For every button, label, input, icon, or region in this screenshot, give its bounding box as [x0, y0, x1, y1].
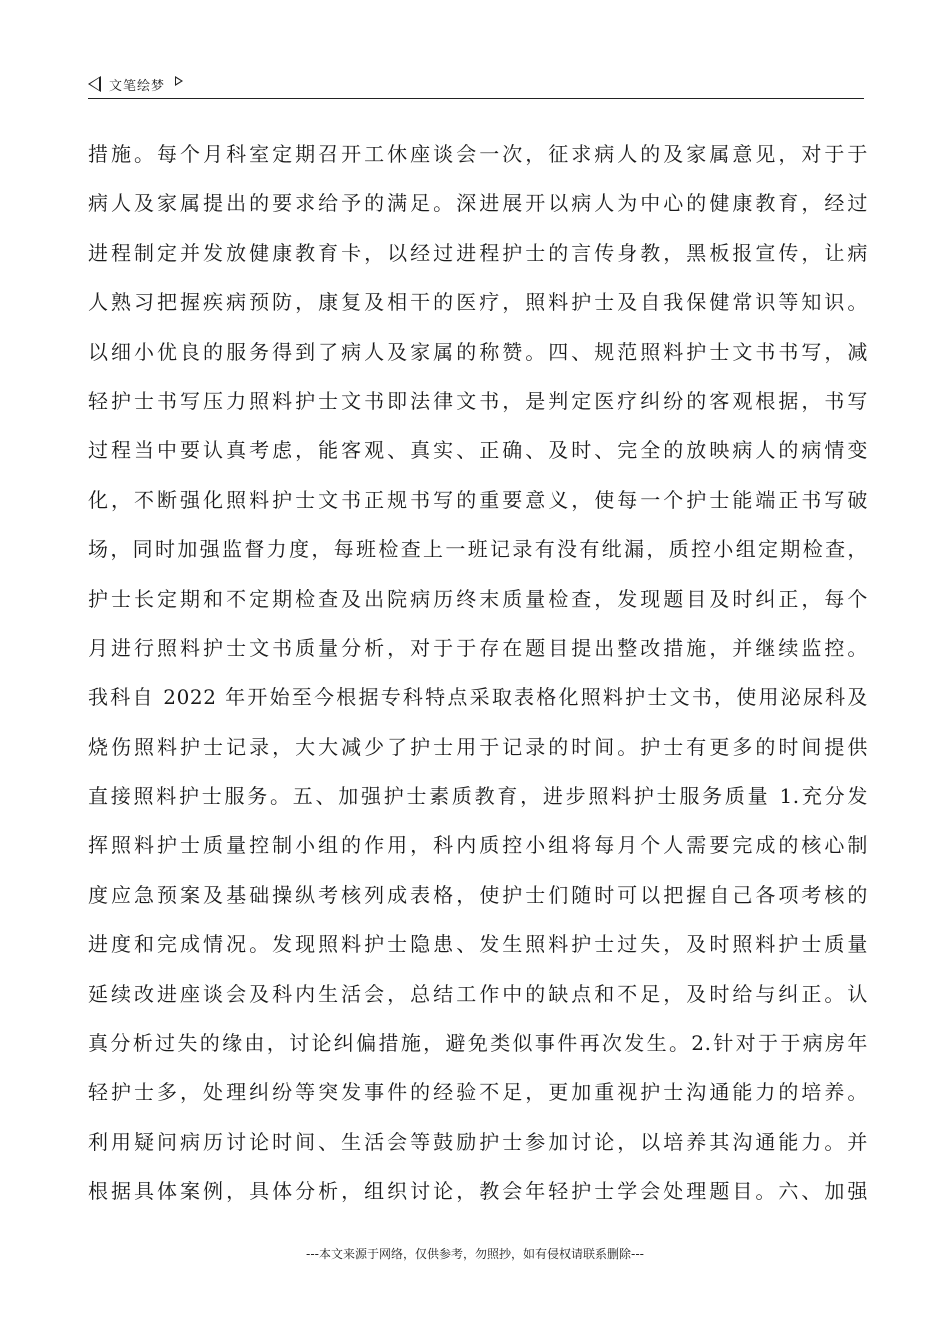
brand-name: 文笔绘梦 — [109, 78, 166, 94]
body-line: 护士长定期和不定期检查及出院病历终末质量检查，发现题目及时纠正，每个 — [88, 586, 868, 611]
footer-notice: ---本文来源于网络，仅供参考，勿照抄，如有侵权请联系删除--- — [306, 1247, 644, 1261]
triangle-left-icon — [88, 76, 101, 92]
body-line: 挥照料护士质量控制小组的作用，科内质控小组将每月个人需要完成的核心制 — [88, 833, 868, 858]
body-line: 场，同时加强监督力度，每班检查上一班记录有没有纰漏，质控小组定期检查， — [88, 537, 868, 562]
body-line: 措施。每个月科室定期召开工休座谈会一次，征求病人的及家属意见，对于于 — [88, 142, 868, 166]
body-line: 病人及家属提出的要求给予的满足。深进展开以病人为中心的健康教育，经过 — [88, 191, 868, 216]
body-line: 根据具体案例，具体分析，组织讨论，教会年轻护士学会处理题目。六、加强 — [88, 1179, 868, 1204]
document-body — [88, 130, 868, 1217]
body-line: 月进行照料护士文书质量分析，对于于存在题目提出整改措施，并继续监控。 — [88, 635, 868, 660]
body-line: 延续改进座谈会及科内生活会，总结工作中的缺点和不足，及时给与纠正。认 — [88, 981, 868, 1006]
body-line: 烧伤照料护士记录，大大减少了护士用于记录的时间。护士有更多的时间提供 — [88, 734, 868, 759]
body-line: 轻护士多，处理纠纷等突发事件的经验不足，更加重视护士沟通能力的培养。 — [88, 1080, 868, 1105]
body-line: 进程制定并发放健康教育卡，以经过进程护士的言传身教，黑板报宣传，让病 — [88, 240, 868, 265]
page-header — [88, 70, 864, 99]
body-line: 直接照料护士服务。五、加强护士素质教育，进步照料护士服务质量 1.充分发 — [88, 784, 868, 809]
body-line: 人熟习把握疾病预防，康复及相干的医疗，照料护士及自我保健常识等知识。 — [88, 290, 868, 315]
body-line: 以细小优良的服务得到了病人及家属的称赞。四、规范照料护士文书书写，减 — [88, 339, 868, 364]
body-line: 轻护士书写压力照料护士文书即法律文书，是判定医疗纠纷的客观根据，书写 — [88, 388, 868, 413]
body-line: 化，不断强化照料护士文书正规书写的重要意义，使每一个护士能端正书写破 — [88, 487, 868, 512]
body-line: 度应急预案及基础操纵考核列成表格，使护士们随时可以把握自己各项考核的 — [88, 882, 868, 907]
body-line: 利用疑问病历讨论时间、生活会等鼓励护士参加讨论，以培养其沟通能力。并 — [88, 1129, 868, 1154]
body-line: 真分析过失的缘由，讨论纠偏措施，避免类似事件再次发生。2.针对于于病房年 — [88, 1031, 868, 1056]
body-line: 我科自 2022 年开始至今根据专科特点采取表格化照料护士文书，使用泌尿科及 — [88, 685, 868, 710]
triangle-right-icon — [175, 76, 183, 86]
body-line: 进度和完成情况。发现照料护士隐患、发生照料护士过失，及时照料护士质量 — [88, 932, 868, 957]
body-line: 过程当中要认真考虑，能客观、真实、正确、及时、完全的放映病人的病情变 — [88, 438, 868, 463]
